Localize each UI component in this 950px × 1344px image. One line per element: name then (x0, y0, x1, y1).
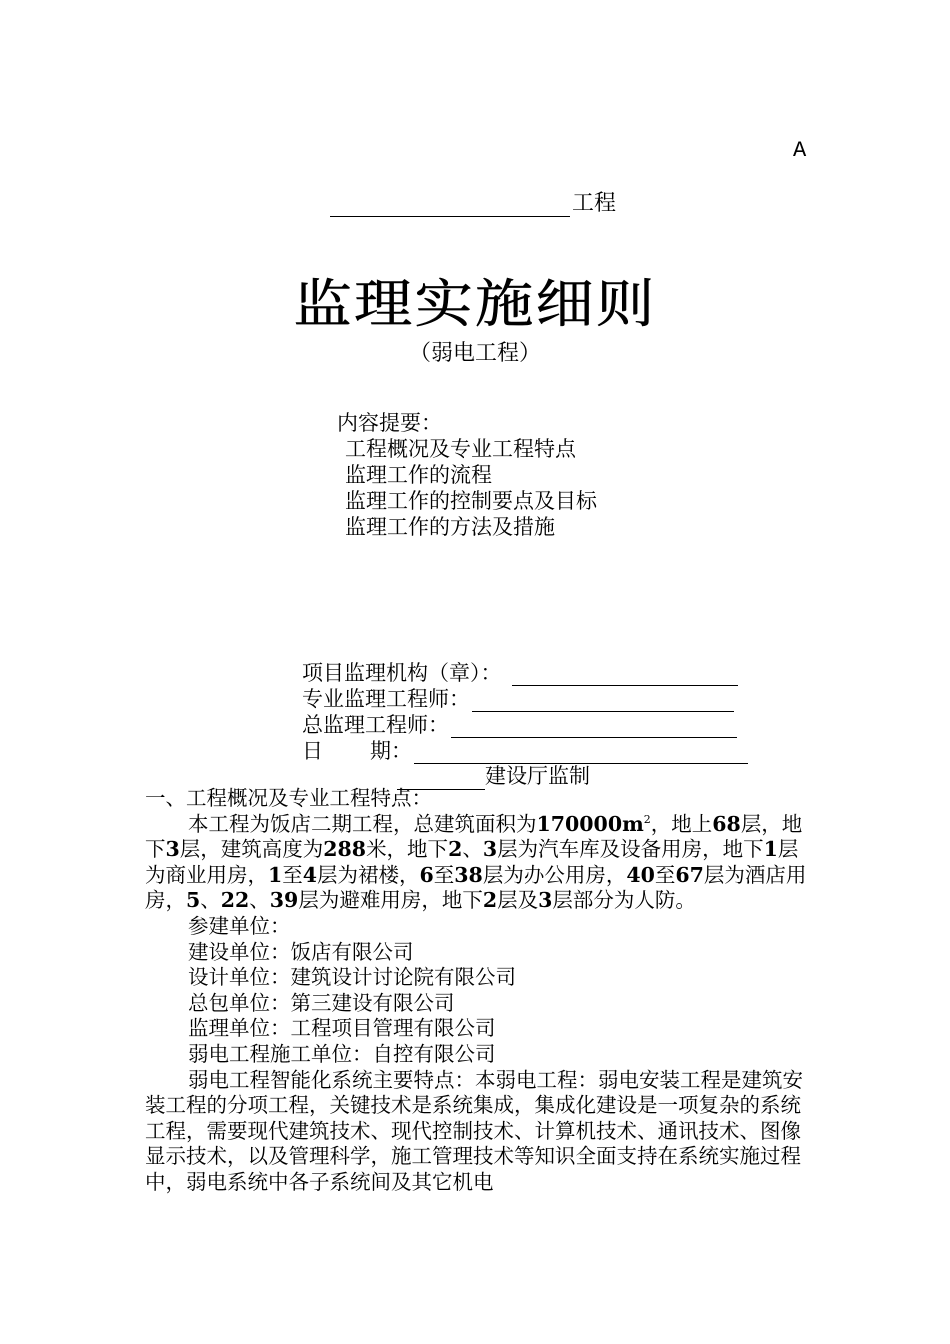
participant-item: 总包单位：第三建设有限公司 (188, 990, 455, 1015)
document-body (145, 786, 810, 1196)
participant-item: 建设单位：饭店有限公司 (188, 939, 414, 964)
chief-label: 总监理工程师： (302, 713, 449, 737)
date-label-b: 期： (370, 739, 412, 763)
participant-item: 监理单位：工程项目管理有限公司 (188, 1016, 496, 1041)
summary-item: 监理工作的方法及措施 (345, 515, 555, 539)
document-code: A (793, 138, 807, 163)
summary-heading: 内容提要： (337, 411, 442, 435)
section-heading: 一、工程概况及专业工程特点： (145, 786, 432, 810)
agency-label: 项目监理机构（章）： (302, 661, 502, 685)
project-name-blank (330, 192, 570, 217)
summary-item: 监理工作的流程 (345, 463, 492, 487)
participant-item: 设计单位：建筑设计讨论院有限公司 (188, 965, 516, 990)
specialist-blank (472, 689, 734, 712)
specialist-row (302, 686, 748, 712)
specialist-label: 专业监理工程师： (302, 687, 470, 711)
participant-item: 弱电工程施工单位：自控有限公司 (188, 1041, 496, 1066)
summary-item: 工程概况及专业工程特点 (345, 437, 576, 461)
overview-paragraph: 本工程为饭店二期工程，总建筑面积为$170000m^2$，地上68层，地下3层，建筑高度为288米，地下2、3层为汽车库及设备用房，地下1层为商业用房，1至4层为裙楼，6至38层为办公用房，40至67层为酒店用房，5、22、39层为避难用房，地下2层及3层部分为人防。 (145, 811, 807, 913)
date-label-a: 日 (302, 739, 323, 763)
page-subtitle: （弱电工程） (408, 341, 541, 366)
issuer-label: 建设厅监制 (485, 764, 590, 788)
content-summary (337, 410, 597, 540)
chief-blank (451, 715, 737, 738)
summary-item: 监理工作的控制要点及目标 (345, 489, 597, 513)
agency-row (302, 660, 748, 686)
chief-row (302, 712, 748, 738)
features-paragraph: 弱电工程智能化系统主要特点：本弱电工程：弱电安装工程是建筑安装工程的分项工程，关键技术是系统集成，集成化建设是一项复杂的系统工程，需要现代建筑技术、现代控制技术、计算机技术、通讯技术、图像显示技术，以及管理科学，施工管理技术等知识全面支持在系统实施过程中，弱电系统中各子系统间及其它机电 (145, 1067, 803, 1194)
agency-blank (512, 663, 738, 686)
signature-block (302, 660, 748, 764)
participants-heading: 参建单位： (188, 913, 291, 938)
project-suffix: 工程 (572, 191, 617, 216)
project-name-line (330, 186, 616, 217)
page-title: 监理实施细则 (293, 275, 657, 335)
